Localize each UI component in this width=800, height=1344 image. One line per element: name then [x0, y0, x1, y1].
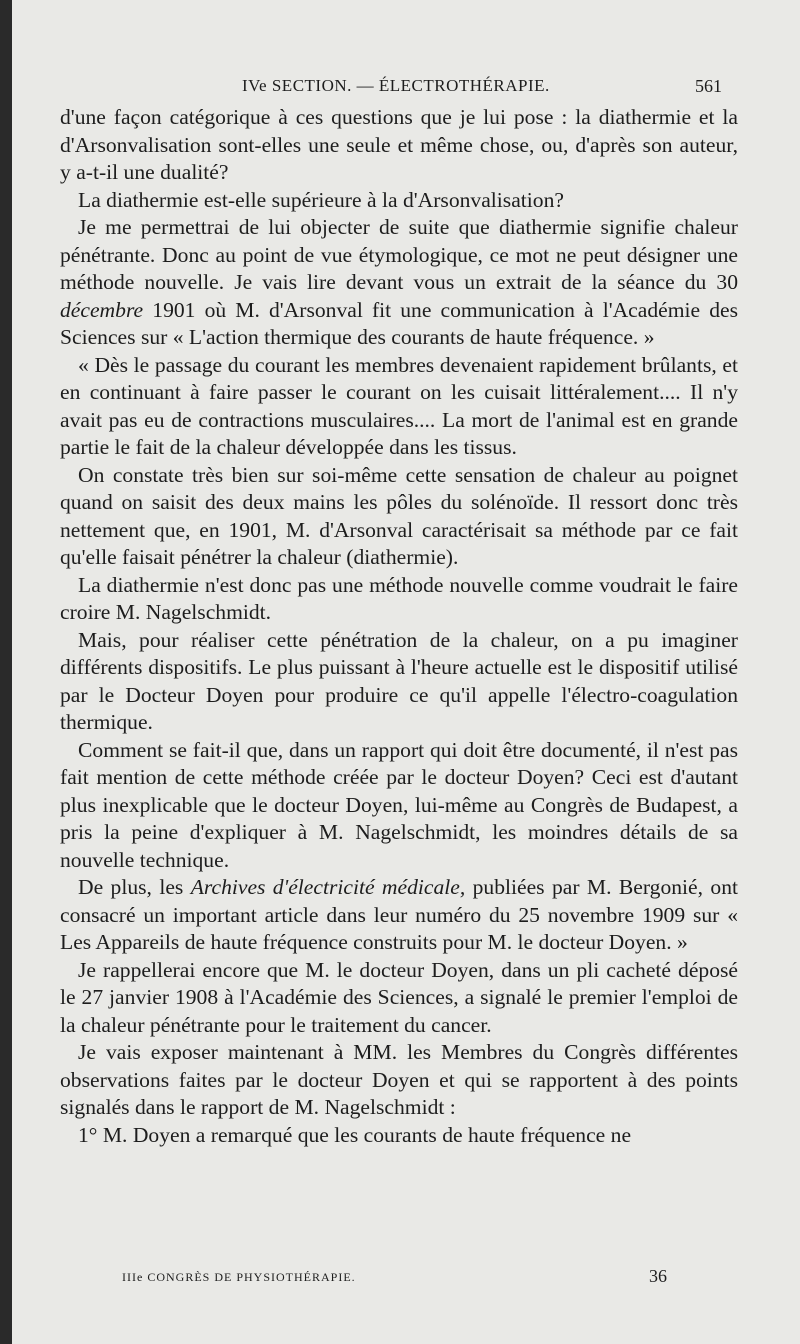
- italic-journal-title: Archives d'électricité médicale,: [190, 875, 466, 899]
- paragraph: 1° M. Doyen a remarqué que les courants de haute fréquence ne: [78, 1122, 632, 1147]
- book-page: [12, 0, 800, 1344]
- paragraph-text: Je me permettrai de lui objecter de suite que diathermie signifie chaleur pénétrante. Donc au point de vue étymologique, ce mot ne peut désigner une méthode nouvelle. Je vais lire devant vous un extrait de la séance du 30: [60, 215, 738, 294]
- quote-paragraph: « Dès le passage du courant les membres devenaient rapidement brûlants, et en continuant à faire passer le courant on les cuisait littéralement.... Il n'y avait pas eu de contractions musculaires.... La mort de l'animal est en grande partie le fait de la chaleur développée dans les tissus.: [60, 352, 738, 459]
- signature-mark: 36: [649, 1266, 667, 1286]
- running-title: IVe SECTION. — ÉLECTROTHÉRAPIE.: [242, 76, 550, 95]
- paragraph: d'une façon catégorique à ces questions que je lui pose : la diathermie et la d'Arsonvalisation sont-elles une seule et même chose, ou, d'après son auteur, y a-t-il une dualité?: [60, 105, 738, 184]
- paragraph: La diathermie est-elle supérieure à la d'Arsonvalisation?: [78, 187, 564, 212]
- footer-title: IIIe CONGRÈS DE PHYSIOTHÉRAPIE.: [122, 1270, 356, 1284]
- paragraph-text: De plus, les: [78, 875, 184, 899]
- paragraph: Je rappellerai encore que M. le docteur Doyen, dans un pli cacheté déposé le 27 janvier 1908 à l'Académie des Sciences, a signalé le premier l'emploi de la chaleur pénétrante pour le traitement du cancer.: [60, 957, 738, 1037]
- paragraph: [60, 214, 738, 352]
- paragraph: [60, 874, 738, 957]
- page-header: [12, 72, 800, 102]
- page-body: [60, 104, 738, 1149]
- paragraph: La diathermie n'est donc pas une méthode nouvelle comme voudrait le faire croire M. Nagelschmidt.: [60, 572, 738, 624]
- paragraph-text: publiées par M. Bergonié, ont consacré un important article dans leur numéro du 25 novembre 1909 sur « Les Appareils de haute fréquence construits pour M. le docteur Doyen. »: [60, 875, 738, 954]
- paragraph: Mais, pour réaliser cette pénétration de la chaleur, on a pu imaginer différents dispositifs. Le plus puissant à l'heure actuelle est le dispositif utilisé par le Docteur Doyen pour produire ce qu'il appelle l'électro-coagulation thermique.: [60, 627, 738, 734]
- italic-date: décembre: [60, 297, 144, 322]
- page-footer: [12, 1266, 800, 1294]
- paragraph-text: 1901 où M. d'Arsonval fit une communication à l'Académie des Sciences sur « L'action thermique des courants de haute fréquence. »: [60, 297, 739, 349]
- paragraph: Comment se fait-il que, dans un rapport qui doit être documenté, il n'est pas fait mention de cette méthode créée par le docteur Doyen? Ceci est d'autant plus inexplicable que le docteur Doyen, lui-même au Congrès de Budapest, a pris la peine d'expliquer à M. Nagelschmidt, les moindres détails de sa nouvelle technique.: [60, 737, 738, 872]
- page-number: 561: [695, 76, 722, 96]
- paragraph: On constate très bien sur soi-même cette sensation de chaleur au poignet quand on saisit des deux mains les pôles du solénoïde. Il ressort donc très nettement que, en 1901, M. d'Arsonval caractérisait sa méthode par ce fait qu'elle faisait pénétrer la chaleur (diathermie).: [60, 462, 738, 569]
- paragraph: Je vais exposer maintenant à MM. les Membres du Congrès différentes observations faites par le docteur Doyen et qui se rapportent à des points signalés dans le rapport de M. Nagelschmidt :: [60, 1040, 738, 1119]
